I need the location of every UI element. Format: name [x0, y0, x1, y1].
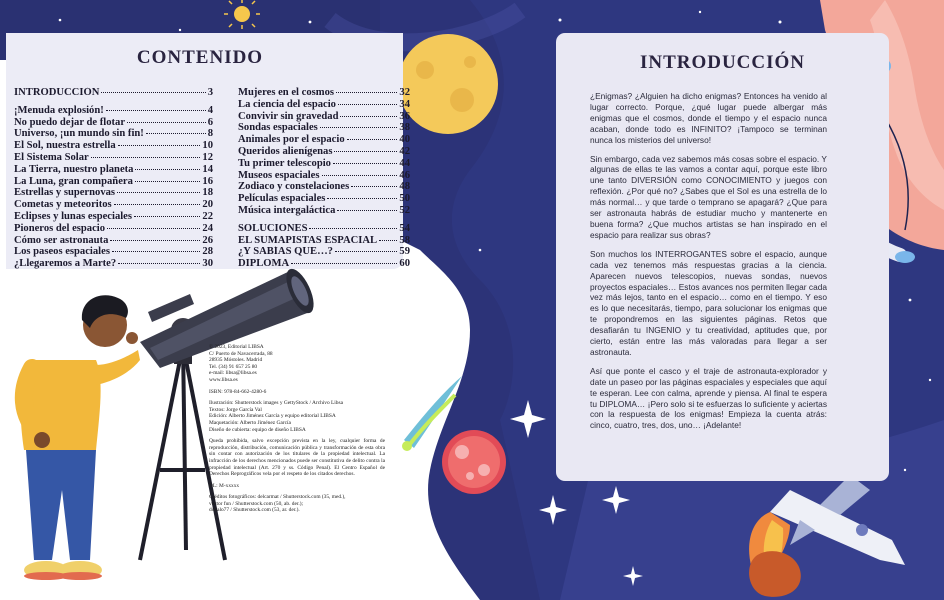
toc-leader-dots: [135, 169, 200, 170]
toc-entry: [14, 140, 213, 152]
toc-entry-page: 46: [399, 169, 410, 181]
staff-line: Textos: Jorge García Val: [209, 406, 262, 413]
publisher-block: [209, 344, 385, 384]
toc-entry-page: 24: [202, 222, 213, 234]
toc-entry-page: 44: [399, 157, 410, 169]
staff-line: Diseño de cubierta: equipo de diseño LIBSA: [209, 426, 306, 433]
toc-leader-dots: [347, 139, 398, 140]
photo-credit-line: dodalo77 / Shutterstock.com (53, ar. der.).: [209, 507, 300, 514]
publisher-line: © 2023, Editorial LIBSA: [209, 344, 264, 350]
toc-entry-title: DIPLOMA: [238, 258, 290, 270]
toc-leader-dots: [106, 110, 206, 111]
introduction-paragraph: Son muchos los INTERROGANTES sobre el espacio, aunque cada vez tenemos más respuestas gracias a la ciencia. Aparecen nuevos telescopios, nuevas sondas, nuevos proyectos espaciales… Estos avances nos permiten llegar cada vez más lejos, tanto en el espacio… como en el tiempo. Y eso es lo que necesitarás, tiempo, para solucionar los enigmas que te propondremos en las siguientes páginas. Retos que desafiarán tu INGENIO y tu creatividad, aptitudes que, por cierto, están entre las más valoradas para llegar a ser astronauta.: [590, 248, 827, 357]
toc-leader-dots: [335, 251, 397, 252]
toc-entry: [14, 152, 213, 164]
toc-leader-dots: [114, 204, 201, 205]
toc-entry: [14, 235, 213, 247]
toc-column-1: [14, 87, 213, 270]
introduction-text: [590, 91, 827, 439]
toc-entry: [14, 117, 213, 129]
toc-entry: [14, 105, 213, 117]
toc-entry-page: 4: [207, 104, 213, 116]
publisher-line: 28935 Móstoles. Madrid: [209, 357, 263, 364]
toc-entry-title: Música intergaláctica: [238, 204, 336, 216]
staff-credits: [209, 400, 385, 433]
toc-entry-title: Cometas y meteoritos: [14, 199, 112, 211]
toc-entry-title: Queridos alienígenas: [238, 145, 333, 157]
toc-entry-title: Estrellas y supernovas: [14, 187, 116, 199]
toc-entry: [14, 176, 213, 188]
toc-leader-dots: [117, 192, 200, 193]
toc-entry: [238, 181, 410, 193]
imprint-credits: [209, 344, 385, 519]
toc-entry-title: No puedo dejar de flotar: [14, 116, 126, 128]
toc-entry-title: Mujeres en el cosmos: [238, 87, 335, 98]
toc-entry-page: 34: [399, 98, 410, 110]
publisher-line: Tel. (34) 91 657 25 80: [209, 363, 258, 370]
toc-leader-dots: [379, 240, 397, 241]
toc-entry-page: 52: [399, 204, 410, 216]
toc-entry-title: ¿Y SABÍAS QUE…?: [238, 246, 333, 258]
toc-entry-title: Museos espaciales: [238, 169, 320, 181]
photo-credit-line: vector fun / Shutterstock.com (50, ab. der.);: [209, 500, 304, 507]
toc-entry-page: 14: [202, 163, 213, 175]
toc-leader-dots: [134, 216, 200, 217]
toc-entry-page: 38: [399, 122, 410, 134]
legal-deposit: DL: M-xxxxx: [209, 482, 240, 489]
toc-entry-title: ¿Llegaremos a Marte?: [14, 258, 117, 270]
toc-entry-page: 48: [399, 181, 410, 193]
staff-line: Edición: Alberto Jiménez García y equipo editorial LIBSA: [209, 413, 336, 420]
toc-entry-page: 20: [202, 199, 213, 211]
toc-leader-dots: [322, 175, 398, 176]
toc-entry-page: 6: [207, 116, 213, 128]
toc-leader-dots: [334, 151, 397, 152]
toc-leader-dots: [309, 228, 397, 229]
toc-leader-dots: [107, 228, 200, 229]
toc-entry-page: 50: [399, 193, 410, 205]
toc-entry-page: 12: [202, 151, 213, 163]
toc-entry-page: 32: [399, 87, 410, 98]
toc-leader-dots: [110, 240, 200, 241]
legal-notice: Queda prohibida, salvo excepción prevista en la ley, cualquier forma de reproducción, distribución, comunicación pública y transformación de esta obra sin contar con autorización de los titulares de la propiedad intelectual. La infracción de los derechos mencionados puede ser constitutiva de delito contra la propiedad intelectual (Art. 270 y ss. Código Penal). El Centro Español de Derechos Reprográficos vela por el respeto de los citados derechos.: [209, 438, 385, 478]
toc-entry: [238, 205, 410, 217]
introduction-title: INTRODUCCIÓN: [639, 52, 806, 73]
toc-entry-page: 42: [399, 145, 410, 157]
toc-entry-title: EL SUMAPISTAS ESPACIAL: [238, 234, 378, 246]
toc-entry: [238, 122, 410, 134]
toc-entry-page: 10: [202, 140, 213, 152]
toc-entry-title: Películas espaciales: [238, 193, 326, 205]
toc-entry: [238, 223, 410, 235]
toc-leader-dots: [127, 122, 206, 123]
toc-leader-dots: [351, 186, 397, 187]
toc-entry: [238, 235, 410, 247]
toc-entry-title: El Sistema Solar: [14, 151, 89, 163]
toc-entry-page: 54: [399, 222, 410, 234]
toc-entry-title: El Sol, nuestra estrella: [14, 140, 116, 152]
photo-credits: [209, 494, 385, 514]
toc-entry-title: Eclipses y lunas especiales: [14, 210, 133, 222]
toc-entry-title: Universo, ¡un mundo sin fin!: [14, 128, 144, 140]
publisher-line: e-mail: libsa@libsa.es: [209, 370, 257, 377]
contents-title: CONTENIDO: [136, 47, 264, 68]
toc-entry-title: La ciencia del espacio: [238, 98, 336, 110]
photo-credit-line: Créditos fotográficos: delcarmat / Shutterstock.com (35, med.),: [209, 494, 346, 501]
toc-entry-title: Zodiaco y constelaciones: [238, 181, 350, 193]
toc-entry: [14, 187, 213, 199]
toc-leader-dots: [118, 145, 201, 146]
toc-entry: [14, 199, 213, 211]
toc-entry-page: 22: [202, 210, 213, 222]
toc-entry-page: 3: [207, 87, 213, 98]
toc-entry-title: Los paseos espaciales: [14, 246, 110, 258]
toc-entry: [238, 99, 410, 111]
toc-entry-title: Animales por el espacio: [238, 134, 345, 146]
toc-entry: [14, 223, 213, 235]
toc-entry-title: SOLUCIONES: [238, 222, 308, 234]
toc-entry: [238, 170, 410, 182]
staff-line: Ilustración: Shutterstock images y GettyStock / Archivo Libsa: [209, 400, 343, 407]
publisher-line: C/ Puerto de Navacerrada, 88: [209, 350, 273, 357]
toc-leader-dots: [327, 198, 397, 199]
toc-entry-page: 16: [202, 175, 213, 187]
toc-entry: [238, 134, 410, 146]
toc-entry-title: ¡Menuda explosión!: [14, 104, 104, 116]
toc-entry: [14, 211, 213, 223]
toc-entry-page: 58: [399, 234, 410, 246]
toc-entry-page: 60: [399, 258, 410, 270]
isbn: ISBN: 978-84-662-4280-6: [209, 388, 267, 395]
toc-leader-dots: [340, 116, 397, 117]
toc-entry-title: Tu primer telescopio: [238, 157, 331, 169]
toc-entry: [238, 158, 410, 170]
toc-entry-page: 30: [202, 258, 213, 270]
toc-entry-title: La Luna, gran compañera: [14, 175, 133, 187]
introduction-paragraph: Sin embargo, cada vez sabemos más cosas sobre el espacio. Y algunas de ellas te las vamos a contar aquí, porque este libro une tanto DIVERSIÓN como CONOCIMIENTO y juegos con reflexión. ¿Por qué no? ¿Sabes que el Sol es una estrella de lo más normal… y que tarde o temprano se apagará? ¿Que para ser astronauta habrás de estudiar mucho y mantenerte en buena forma? ¿Que muchos artistas se han inspirado en el espacio para realizar sus obras?: [590, 153, 827, 240]
staff-line: Maquetación: Alberto Jiménez García: [209, 419, 291, 426]
toc-leader-dots: [146, 133, 206, 134]
toc-entry-title: La Tierra, nuestro planeta: [14, 163, 134, 175]
toc-entry: [14, 128, 213, 140]
toc-entry-title: Convivir sin gravedad: [238, 110, 339, 122]
toc-leader-dots: [91, 157, 201, 158]
toc-entry: [14, 164, 213, 176]
toc-entry-page: 59: [399, 246, 410, 258]
toc-leader-dots: [320, 127, 398, 128]
toc-leader-dots: [101, 92, 205, 93]
toc-entry-title: INTRODUCCIÓN: [14, 87, 100, 98]
toc-column-2: [238, 87, 410, 270]
toc-entry-title: Pioneros del espacio: [14, 222, 106, 234]
toc-entry: [238, 87, 410, 99]
publisher-line: www.libsa.es: [209, 376, 238, 383]
toc-entry-page: 40: [399, 134, 410, 146]
introduction-paragraph: Así que ponte el casco y el traje de astronauta-explorador y date un paseo por las páginas espaciales y especiales que aquí te esperan. Lee con calma, aprende y piensa. Al final te espera tu DIPLOMA… ¡Pero solo si te esfuerzas lo suficiente y aciertas con la respuesta de los enigmas! Empieza la cuenta atrás: cinco, cuatro, tres, dos, uno… ¡Adelante!: [590, 365, 827, 431]
toc-leader-dots: [338, 104, 397, 105]
toc-entry: [14, 87, 213, 99]
toc-leader-dots: [336, 92, 397, 93]
toc-entry-page: 26: [202, 234, 213, 246]
toc-entry: [238, 111, 410, 123]
toc-entry-title: Cómo ser astronauta: [14, 234, 109, 246]
toc-entry-page: 36: [399, 110, 410, 122]
toc-entry-title: Sondas espaciales: [238, 122, 318, 134]
toc-entry-page: 28: [202, 246, 213, 258]
toc-leader-dots: [333, 163, 397, 164]
toc-leader-dots: [337, 210, 397, 211]
toc-entry-page: 8: [207, 128, 213, 140]
toc-entry: [238, 193, 410, 205]
toc-entry-page: 18: [202, 187, 213, 199]
toc-entry: [238, 146, 410, 158]
toc-leader-dots: [135, 181, 201, 182]
introduction-paragraph: ¿Enigmas? ¿Alguien ha dicho enigmas? Entonces ha venido al lugar correcto. Porque, ¿qué lugar puede albergar más enigmas que el cosmos, donde el tiempo y el espacio nunca acaban, donde todo es INFINITO? ¡Tampoco se terminan nunca los misterios del universo!: [590, 91, 827, 145]
